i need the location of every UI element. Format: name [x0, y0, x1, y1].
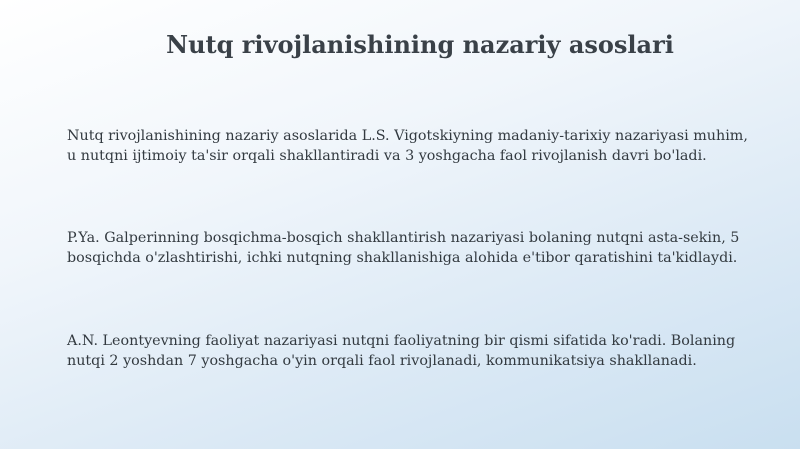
- paragraph-galperin: P.Ya. Galperinning bosqichma-bosqich shakllantirish nazariyasi bolaning nutqni asta-sekin, 5 bosqichda o'zlashtirishi, ichki nutqning shakllanishiga alohida e'tibor qaratishini ta'kidlaydi.: [67, 230, 740, 266]
- slide-title: Nutq rivojlanishining nazariy asoslari: [166, 30, 674, 59]
- paragraph-vygotsky: Nutq rivojlanishining nazariy asoslarida L.S. Vigotskiyning madaniy-tarixiy nazariyasi muhim, u nutqni ijtimoiy ta'sir orqali shakllantiradi va 3 yoshgacha faol rivojlanish davri bo'ladi.: [67, 128, 748, 164]
- paragraph-leontyev: A.N. Leontyevning faoliyat nazariyasi nutqni faoliyatning bir qismi sifatida ko'radi. Bolaning nutqi 2 yoshdan 7 yoshgacha o'yin orqali faol rivojlanadi, kommunikatsiya shakllanadi.: [67, 333, 736, 369]
